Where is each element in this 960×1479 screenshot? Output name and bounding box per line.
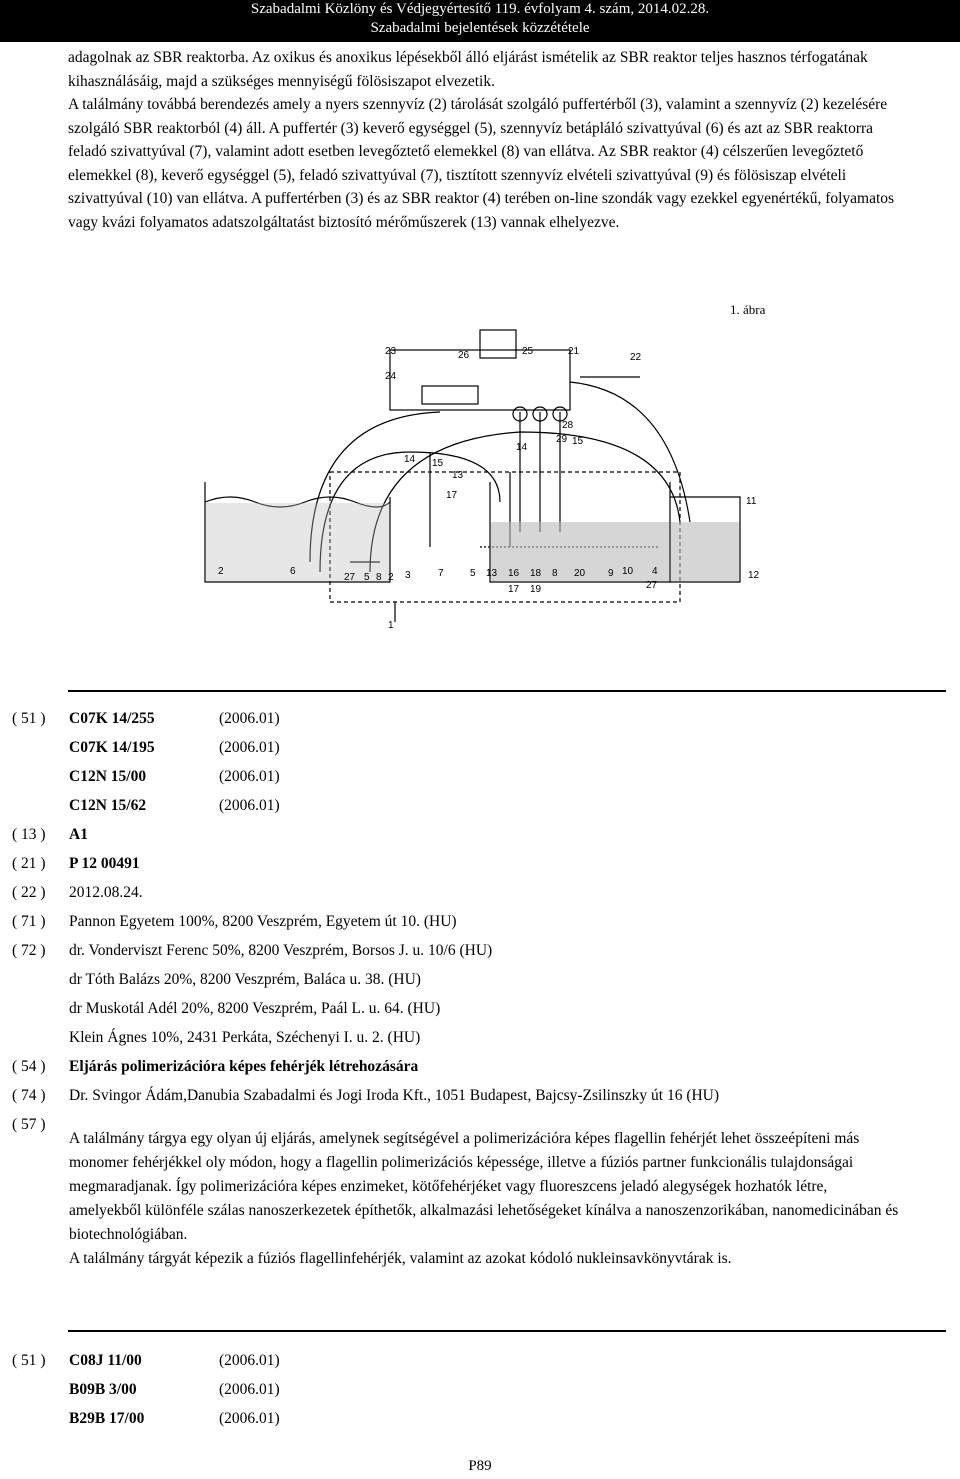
figure-label: 25 bbox=[522, 346, 534, 357]
figure-caption: 1. ábra bbox=[730, 302, 766, 317]
figure-label: 4 bbox=[652, 566, 658, 577]
journal-title: Szabadalmi Közlöny és Védjegyértesítő 119. évfolyam 4. szám, 2014.02.28. bbox=[250, 1, 710, 17]
figure-label: 20 bbox=[574, 568, 586, 579]
figure-label: 19 bbox=[530, 584, 542, 595]
inid-code: ( 13 ) bbox=[12, 826, 46, 843]
representative: Dr. Svingor Ádám,Danubia Szabadalmi és Jogi Iroda Kft., 1051 Budapest, Bajcsy-Zsilinszky út 16 (HU) bbox=[69, 1087, 720, 1104]
figure-label: 8 bbox=[376, 572, 382, 583]
figure-label: 29 bbox=[556, 434, 568, 445]
figure-label: 5 bbox=[470, 568, 476, 579]
section-title: Szabadalmi bejelentések közzététele bbox=[370, 20, 590, 36]
figure-label: 23 bbox=[385, 346, 397, 357]
applicant: Pannon Egyetem 100%, 8200 Veszprém, Egyetem út 10. (HU) bbox=[69, 913, 457, 930]
patent-record-1 bbox=[12, 704, 932, 1139]
inid-code: ( 74 ) bbox=[12, 1087, 46, 1104]
figure-label: 26 bbox=[458, 350, 470, 361]
abstract-paragraph: A találmány tárgyát képezik a fúziós flagellinfehérjék, valamint az azokat kódoló nukleinsavkönyvtárak is. bbox=[69, 1250, 732, 1267]
figure-labels bbox=[218, 346, 760, 631]
figure-label: 17 bbox=[508, 584, 520, 595]
ipc-date: (2006.01) bbox=[219, 797, 280, 814]
inid-code: ( 54 ) bbox=[12, 1058, 46, 1075]
figure-label: 13 bbox=[486, 568, 498, 579]
filing-date: 2012.08.24. bbox=[69, 884, 143, 901]
figure-label: 6 bbox=[290, 566, 296, 577]
patent-record-2 bbox=[12, 1346, 932, 1433]
figure-label: 13 bbox=[452, 470, 464, 481]
figure-label: 12 bbox=[748, 570, 760, 581]
inid-code: ( 71 ) bbox=[12, 913, 46, 930]
inventor: dr Muskotál Adél 20%, 8200 Veszprém, Paál L. u. 64. (HU) bbox=[69, 1000, 441, 1017]
ipc-date: (2006.01) bbox=[219, 1352, 280, 1369]
sensor-box bbox=[480, 330, 516, 358]
figure-label: 15 bbox=[432, 458, 444, 469]
inventor: Klein Ágnes 10%, 2431 Perkáta, Széchenyi I. u. 2. (HU) bbox=[69, 1029, 421, 1046]
figure-label: 17 bbox=[446, 490, 458, 501]
control-unit bbox=[390, 350, 570, 410]
page-number: P89 bbox=[468, 1458, 492, 1474]
description-text bbox=[68, 46, 898, 234]
ipc-date: (2006.01) bbox=[219, 1381, 280, 1398]
abstract bbox=[69, 1127, 899, 1271]
ipc-class: C12N 15/62 bbox=[69, 797, 147, 814]
figure-label: 18 bbox=[530, 568, 542, 579]
figure-label: 11 bbox=[746, 496, 757, 507]
figure-label: 16 bbox=[508, 568, 520, 579]
figure-label: 28 bbox=[562, 420, 574, 431]
ipc-date: (2006.01) bbox=[219, 1410, 280, 1427]
figure-label: 27 bbox=[646, 580, 658, 591]
section-divider bbox=[68, 1330, 946, 1332]
ipc-class: B09B 3/00 bbox=[69, 1381, 137, 1398]
figure-label: 9 bbox=[608, 568, 614, 579]
invention-title: Eljárás polimerizációra képes fehérjék létrehozására bbox=[69, 1058, 419, 1075]
figure-label: 14 bbox=[404, 454, 416, 465]
paragraph: adagolnak az SBR reaktorba. Az oxikus és anoxikus lépésekből álló eljárást ismételik az SBR reaktor teljes hasznos térfogatának kihasználásáig, majd a szükséges mennyiségű fölösiszapot elvezetik. bbox=[68, 49, 868, 90]
ipc-class: C08J 11/00 bbox=[69, 1352, 142, 1369]
figure-label: 22 bbox=[630, 352, 642, 363]
figure-label: 15 bbox=[572, 436, 584, 447]
paragraph: A találmány továbbá berendezés amely a nyers szennyvíz (2) tárolását szolgáló puffertérből (3), valamint a szennyvíz (2) kezelésére szolgáló SBR reaktorból (4) áll. A puffertér (3) keverő egységgel (5), szennyvíz betápláló szivattyúval (6) és azt az SBR reaktorra feladó szivattyúval (7), valamint adott esetben levegőztető elemekkel (8) van ellátva. Az SBR reaktor (4) célszerűen levegőztető elemekkel (8), keverő egységgel (5), feladó szivattyúval (7), tisztított szennyvíz elvételi szivattyúval (9) és fölösiszap elvételi szivattyúval (10) van ellátva. A puffertérben (3) és az SBR reaktor (4) terében on-line szondák vagy ezekkel egyenértékű, folyamatos vagy kvázi folyamatos adatszolgáltatást biztosító mérőműszerek (13) vannak elhelyezve. bbox=[68, 96, 895, 231]
ipc-date: (2006.01) bbox=[219, 768, 280, 785]
figure-label: 5 bbox=[364, 572, 370, 583]
section-divider bbox=[68, 690, 946, 692]
figure-label: 24 bbox=[385, 371, 397, 382]
inventor: dr. Vonderviszt Ferenc 50%, 8200 Veszprém, Borsos J. u. 10/6 (HU) bbox=[69, 942, 493, 959]
figure-label: 14 bbox=[516, 442, 528, 453]
figure-label: 1 bbox=[388, 620, 394, 631]
figure-label: 2 bbox=[218, 566, 224, 577]
inid-code: ( 57 ) bbox=[12, 1116, 46, 1133]
figure-label: 3 bbox=[405, 570, 411, 581]
inid-code: ( 21 ) bbox=[12, 855, 46, 872]
ipc-class: C12N 15/00 bbox=[69, 768, 147, 785]
figure-label: 27 bbox=[344, 572, 356, 583]
figure-label: 10 bbox=[622, 566, 634, 577]
inid-code: ( 51 ) bbox=[12, 1352, 46, 1369]
inid-code: ( 51 ) bbox=[12, 710, 46, 727]
ipc-date: (2006.01) bbox=[219, 710, 280, 727]
inid-code: ( 72 ) bbox=[12, 942, 46, 959]
page-header bbox=[0, 0, 960, 42]
ipc-class: B29B 17/00 bbox=[69, 1410, 145, 1427]
figure-label: 8 bbox=[552, 568, 558, 579]
application-number: P 12 00491 bbox=[69, 855, 140, 872]
abstract-paragraph: A találmány tárgya egy olyan új eljárás, amelynek segítségével a polimerizációra képes flagellin fehérjét lehet összeépíteni más monomer fehérjékkel oly módon, hogy a flagellin polimerizációs képessége, illetve a fúziós partner funkcionális tulajdonságai megmaradjanak. Így polimerizációra képes enzimeket, kötőfehérjéket vagy fluoreszcens jeladó alegységek hozhatók létre, amelyekből különféle szálas nanoszerkezetek építhetők, alkalmazási lehetőségeket kínálva a nanoszenzorikában, nanomedicinában és biotechnológiában. bbox=[69, 1130, 899, 1243]
figure-label: 7 bbox=[438, 568, 444, 579]
ipc-class: C07K 14/195 bbox=[69, 739, 155, 756]
ipc-date: (2006.01) bbox=[219, 739, 280, 756]
ipc-class: C07K 14/255 bbox=[69, 710, 155, 727]
inid-code: ( 22 ) bbox=[12, 884, 46, 901]
kind-code: A1 bbox=[69, 826, 88, 843]
inventor: dr Tóth Balázs 20%, 8200 Veszprém, Baláca u. 38. (HU) bbox=[69, 971, 421, 988]
figure-label: 21 bbox=[568, 346, 580, 357]
apparatus-figure bbox=[200, 322, 780, 642]
figure-label: 2 bbox=[388, 572, 394, 583]
